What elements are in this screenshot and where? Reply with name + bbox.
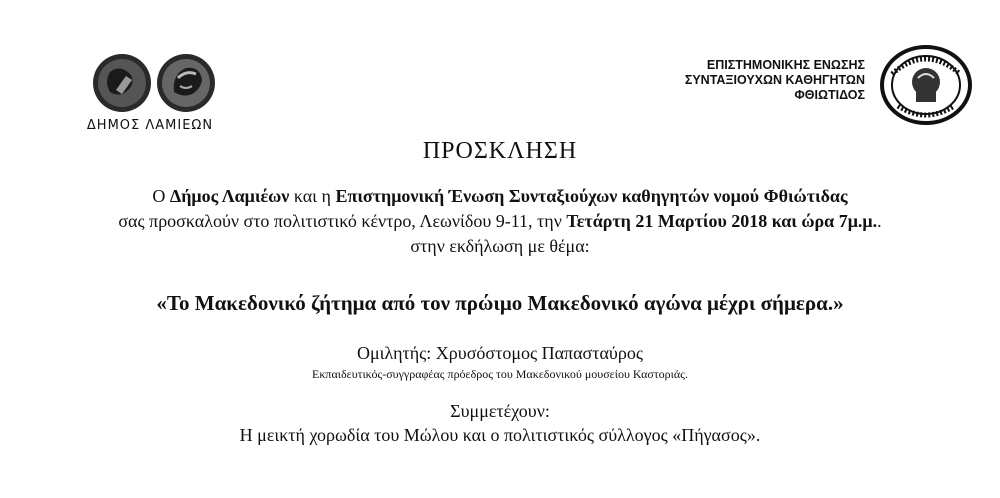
participants-text: Η μεικτή χορωδία του Μώλου και ο πολιτιστικός σύλλογος «Πήγασος». [239,425,761,445]
municipality-logo [70,52,240,132]
municipality-caption: ΔΗΜΟΣ ΛΑΜΙΕΩΝ [86,118,214,133]
association-name-line: ΕΠΙΣΤΗΜΟΝΙΚΗΣ ΕΝΩΣΗΣ [706,58,865,72]
association-name [625,58,865,103]
event-topic: «Το Μακεδονικό ζήτημα από τον πρώιμο Μακεδονικό αγώνα μέχρι σήμερα.» [156,291,844,315]
page-title: ΠΡΟΣΚΛΗΣΗ [422,138,578,164]
speaker-separator: : [426,343,436,363]
invitation-text: και η [289,186,336,206]
speaker-description: Εκπαιδευτικός-συγγραφέας πρόεδρος του Μακεδονικού μουσείου Καστοριάς. [312,367,688,381]
invitation-line-3: στην εκδήλωση με θέμα: [410,236,590,256]
ancient-coins-icon [80,52,230,114]
invitation-line-1 [0,186,1000,207]
host-association: Επιστημονική Ένωση Συνταξιούχων καθηγητών νομού Φθιώτιδας [335,186,848,206]
speaker [0,343,1000,364]
event-datetime: Τετάρτη 21 Μαρτίου 2018 και ώρα 7μ.μ. [566,211,878,231]
association-name-line: ΦΘΙΩΤΙΔΟΣ [794,88,865,102]
participants-label: Συμμετέχουν: [450,401,550,421]
invitation-text: σας προσκαλούν στο πολιτιστικό κέντρο, Λεωνίδου 9-11, την [118,211,567,231]
host-municipality: Δήμος Λαμιέων [169,186,290,206]
invitation-text: Ο [152,186,170,206]
speaker-label: Ομιλητής [357,343,427,363]
association-seal-icon [878,44,974,126]
invitation-line-2 [0,211,1000,232]
speaker-name: Χρυσόστομος Παπασταύρος [435,343,643,363]
association-name-line: ΣΥΝΤΑΞΙΟΥΧΩΝ ΚΑΘΗΓΗΤΩΝ [684,73,865,87]
invitation-text: . [877,211,882,231]
